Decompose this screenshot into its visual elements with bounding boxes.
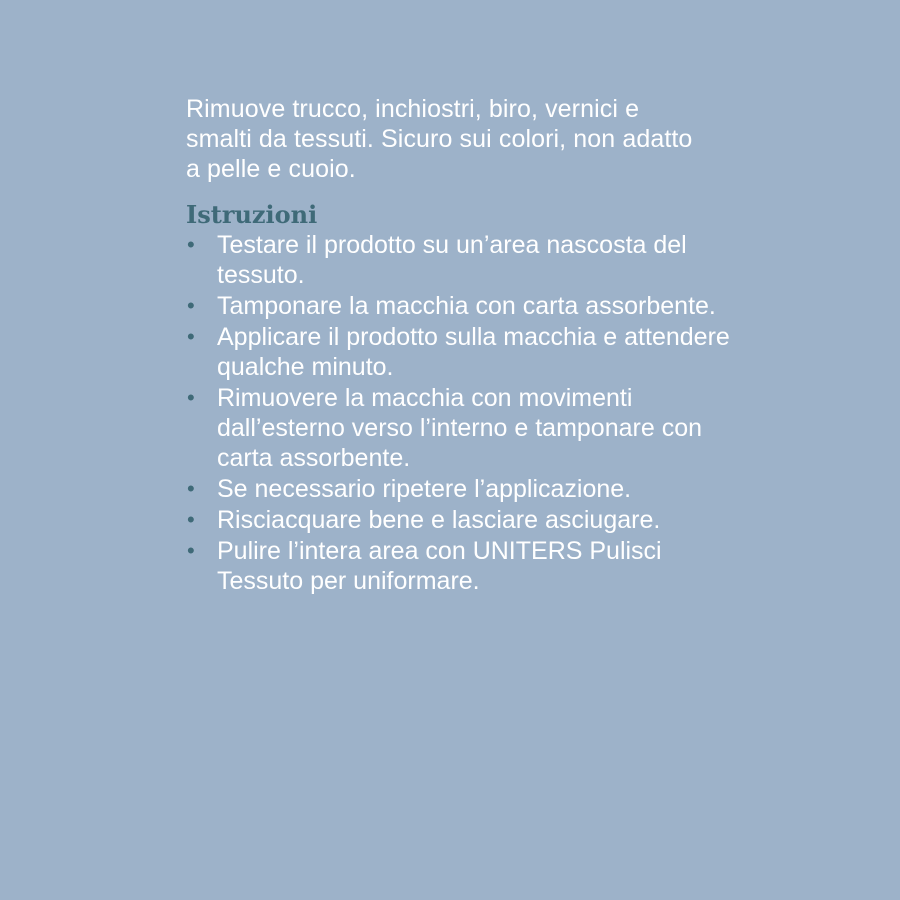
instruction-step <box>186 230 746 290</box>
instruction-text: Se necessario ripetere l’applicazione. <box>217 475 632 503</box>
instruction-text: Risciacquare bene e lasciare asciugare. <box>217 506 661 534</box>
bullet-icon: • <box>187 293 195 318</box>
instruction-step <box>186 536 746 596</box>
instruction-step <box>186 474 746 504</box>
instruction-step <box>186 505 746 535</box>
instruction-text: Tamponare la macchia con carta assorbente. <box>217 292 716 320</box>
instructions-panel <box>186 94 746 597</box>
instructions-list <box>186 230 746 596</box>
instructions-heading: Istruzioni <box>186 200 318 229</box>
instruction-text: Pulire l’intera area con UNITERS Pulisci Tessuto per uniformare. <box>217 537 662 595</box>
bullet-icon: • <box>187 507 195 532</box>
instruction-step <box>186 291 746 321</box>
product-description: Rimuove trucco, inchiostri, biro, vernici e smalti da tessuti. Sicuro sui colori, non adatto a pelle e cuoio. <box>186 95 693 183</box>
bullet-icon: • <box>187 385 195 410</box>
bullet-icon: • <box>187 232 195 257</box>
bullet-icon: • <box>187 538 195 563</box>
instruction-text: Testare il prodotto su un’area nascosta del tessuto. <box>217 231 687 289</box>
instruction-text: Rimuovere la macchia con movimenti dall’esterno verso l’interno e tamponare con carta assorbente. <box>217 384 702 472</box>
instruction-step <box>186 383 746 473</box>
instruction-text: Applicare il prodotto sulla macchia e attendere qualche minuto. <box>217 323 730 381</box>
instruction-step <box>186 322 746 382</box>
bullet-icon: • <box>187 324 195 349</box>
bullet-icon: • <box>187 476 195 501</box>
